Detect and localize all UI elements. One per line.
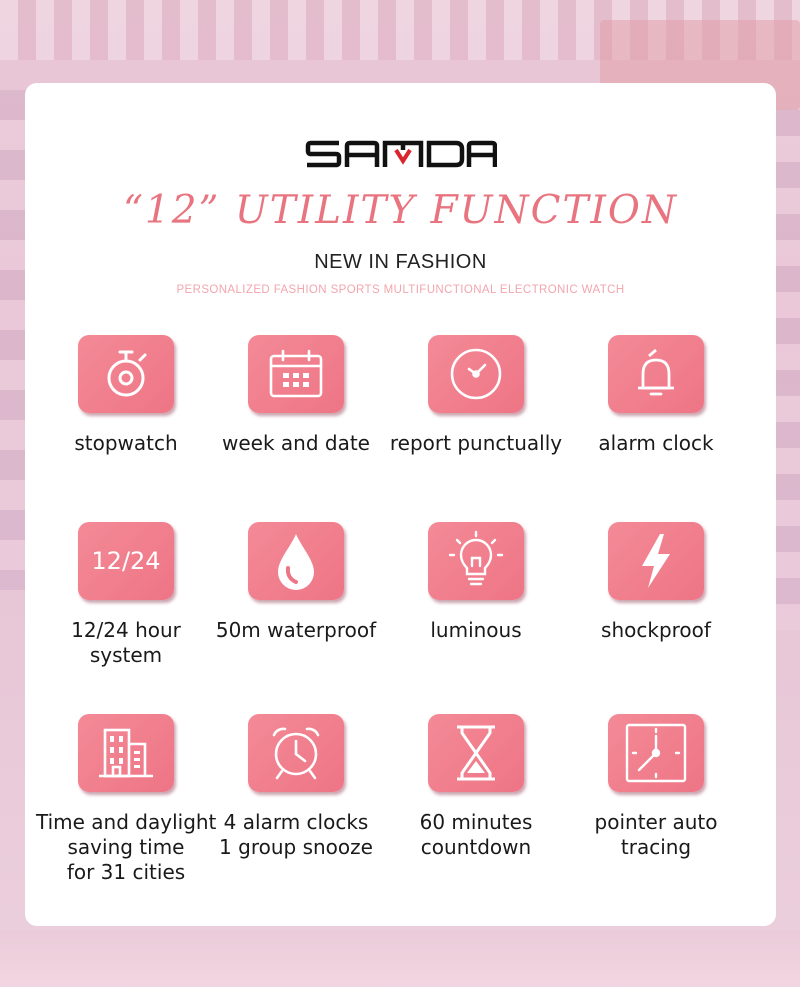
light-bulb-icon bbox=[428, 522, 524, 600]
clock-icon bbox=[428, 335, 524, 413]
brand-logo bbox=[25, 139, 776, 173]
feature-week-date bbox=[206, 335, 386, 456]
hour-format-icon bbox=[78, 522, 174, 600]
feature-label: report punctually bbox=[389, 431, 563, 455]
feature-waterproof bbox=[206, 522, 386, 643]
feature-label: pointer auto tracing bbox=[594, 810, 718, 859]
feature-stopwatch bbox=[36, 335, 216, 456]
feature-pointer-tracing bbox=[566, 714, 746, 860]
feature-luminous bbox=[386, 522, 566, 643]
feature-label: 4 alarm clocks 1 group snooze bbox=[219, 810, 373, 859]
feature-label: shockproof bbox=[601, 618, 711, 642]
tagline: PERSONALIZED FASHION SPORTS MULTIFUNCTIONAL ELECTRONIC WATCH bbox=[176, 284, 625, 296]
feature-label: stopwatch bbox=[74, 431, 178, 455]
feature-hour-format bbox=[36, 522, 216, 668]
feature-label: Time and daylight saving time for 31 cities bbox=[36, 810, 217, 884]
samda-logo bbox=[305, 139, 497, 169]
feature-label: 60 minutes countdown bbox=[419, 810, 533, 859]
water-drop-icon bbox=[248, 522, 344, 600]
bell-icon bbox=[608, 335, 704, 413]
feature-label: week and date bbox=[222, 431, 370, 455]
hour-format-text: 12/24 bbox=[91, 547, 161, 575]
feature-alarm-clock bbox=[566, 335, 746, 456]
feature-card bbox=[25, 83, 776, 926]
calendar-icon bbox=[248, 335, 344, 413]
feature-label: 12/24 hour system bbox=[71, 618, 181, 667]
city-buildings-icon bbox=[78, 714, 174, 792]
feature-label: alarm clock bbox=[598, 431, 714, 455]
stopwatch-icon bbox=[78, 335, 174, 413]
hourglass-icon bbox=[428, 714, 524, 792]
feature-multi-alarm bbox=[206, 714, 386, 860]
pointer-clock-icon bbox=[608, 714, 704, 792]
feature-label: 50m waterproof bbox=[215, 618, 377, 642]
feature-shockproof bbox=[566, 522, 746, 643]
headline: “12” UTILITY FUNCTION bbox=[122, 188, 679, 233]
feature-countdown bbox=[386, 714, 566, 860]
lightning-icon bbox=[608, 522, 704, 600]
alarm-clock-icon bbox=[248, 714, 344, 792]
feature-report-punctually bbox=[386, 335, 566, 456]
subtitle: NEW IN FASHION bbox=[314, 251, 487, 273]
feature-world-time bbox=[36, 714, 216, 885]
feature-label: luminous bbox=[430, 618, 522, 642]
